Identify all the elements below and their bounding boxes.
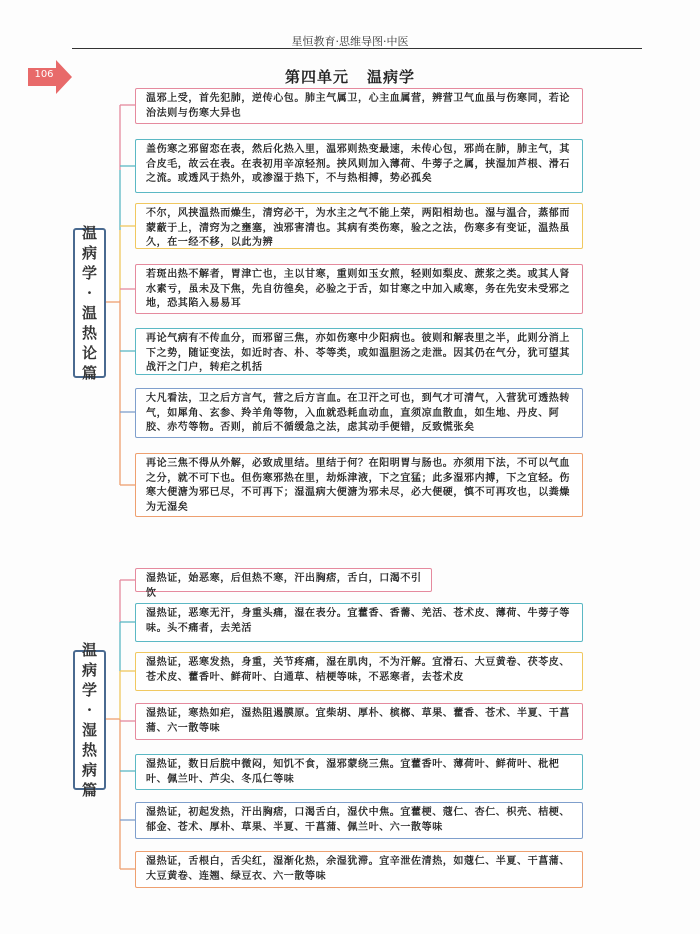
label-char: 论 (81, 344, 97, 362)
mindmap-node: 湿热证，数日后脘中微闷，知饥不食，湿邪蒙绕三焦。宜藿香叶、薄荷叶、鲜荷叶、枇杷叶、佩兰叶、芦尖、冬瓜仁等味 (135, 754, 583, 790)
label-char: 热 (81, 741, 97, 759)
label-char: 热 (81, 324, 97, 342)
section-label-wenre-lun (73, 224, 106, 382)
label-char: 学 (81, 264, 97, 282)
label-char: 病 (81, 244, 97, 262)
mindmap-node: 盖伤寒之邪留恋在表，然后化热入里，温邪则热变最速，未传心包，邪尚在肺，肺主气，其合皮毛，故云在表。在表初用辛凉轻剂。挟风则加入薄荷、牛蒡子之属，挟湿加芦根、滑石之流。或透风于热外，或渗湿于热下，不与热相搏，势必孤矣 (135, 139, 583, 193)
mindmap-node: 再论气病有不传血分，而邪留三焦，亦如伤寒中少阳病也。彼则和解表里之半，此则分消上下之势，随证变法，如近时杏、朴、苓等类，或如温胆汤之走泄。因其仍在气分，犹可望其战汗之门户，转疟之机括 (135, 328, 583, 375)
mindmap-node: 大凡看法，卫之后方言气，营之后方言血。在卫汗之可也，到气才可清气，入营犹可透热转气，如犀角、玄参、羚羊角等物，入血就恐耗血动血，直须凉血散血，如生地、丹皮、阿胶、赤芍等物。否则，前后不循缓急之法，虑其动手便错，反致慌张矣 (135, 388, 583, 438)
mindmap-node: 温邪上受，首先犯肺，逆传心包。肺主气属卫，心主血属营，辨营卫气血虽与伤寒同，若论治法则与伤寒大异也 (135, 88, 583, 124)
label-char: 温 (81, 641, 97, 659)
label-char: 病 (81, 761, 97, 779)
label-char: 湿 (81, 721, 97, 739)
label-char: 温 (81, 304, 97, 322)
mindmap-node: 湿热证，始恶寒，后但热不寒，汗出胸痞，舌白，口渴不引饮 (135, 568, 432, 592)
mindmap-node: 湿热证，恶寒发热，身重，关节疼痛，湿在肌肉，不为汗解。宜滑石、大豆黄卷、茯苓皮、苍术皮、藿香叶、鲜荷叶、白通草、桔梗等味，不恶寒者，去苍术皮 (135, 652, 583, 691)
mindmap-node: 湿热证，寒热如疟，湿热阻遏膜原。宜柴胡、厚朴、槟榔、草果、藿香、苍术、半夏、干菖蒲、六一散等味 (135, 703, 583, 740)
label-char: 篇 (81, 364, 97, 382)
label-char: · (86, 701, 93, 719)
section-label-shire-bing (73, 641, 106, 799)
mindmap-node: 再论三焦不得从外解，必致成里结。里结于何？在阳明胃与肠也。亦须用下法，不可以气血之分，就不可下也。但伤寒邪热在里，劫烁津液，下之宜猛；此多湿邪内搏，下之宜轻。伤寒大便溏为邪已尽，不可再下；湿温病大便溏为邪未尽，必大便硬，慎不可再攻也，以粪燥为无湿矣 (135, 453, 583, 517)
mindmap-node: 湿热证，初起发热，汗出胸痞，口渴舌白，湿伏中焦。宜藿梗、蔻仁、杏仁、枳壳、桔梗、郁金、苍术、厚朴、草果、半夏、干菖蒲、佩兰叶、六一散等味 (135, 802, 583, 839)
page-number: 106 (34, 69, 54, 80)
unit-number: 第四单元 (284, 68, 349, 86)
label-char: 温 (81, 224, 97, 242)
mindmap-node: 湿热证，舌根白，舌尖红，湿渐化热，余湿犹滞。宜辛泄佐清热，如蔻仁、半夏、干菖蒲、大豆黄卷、连翘、绿豆衣、六一散等味 (135, 851, 583, 888)
label-char: 学 (81, 681, 97, 699)
label-char: · (86, 284, 93, 302)
label-char: 篇 (81, 781, 97, 799)
mindmap-node: 若斑出热不解者，胃津亡也，主以甘寒，重则如玉女煎，轻则如梨皮、蔗浆之类。或其人肾水素亏，虽未及下焦，先自彷徨矣，必验之于舌，如甘寒之中加入咸寒，务在先安未受邪之地，恐其陷入易易耳 (135, 264, 583, 314)
mindmap-node: 不尔，风挟温热而燥生，清窍必干，为水主之气不能上荣，两阳相劫也。湿与温合，蒸郁而蒙蔽于上，清窍为之壅塞，浊邪害清也。其病有类伤寒，验之之法，伤寒多有变证，温热虽久，在一经不移，以此为辨 (135, 203, 583, 249)
mindmap-node: 湿热证，恶寒无汗，身重头痛，湿在表分。宜藿香、香薷、羌活、苍术皮、薄荷、牛蒡子等味。头不痛者，去羌活 (135, 603, 583, 642)
unit-subject: 温病学 (367, 68, 416, 86)
book-header-title: 星恒教育·思维导图·中医 (291, 35, 409, 48)
label-char: 病 (81, 661, 97, 679)
